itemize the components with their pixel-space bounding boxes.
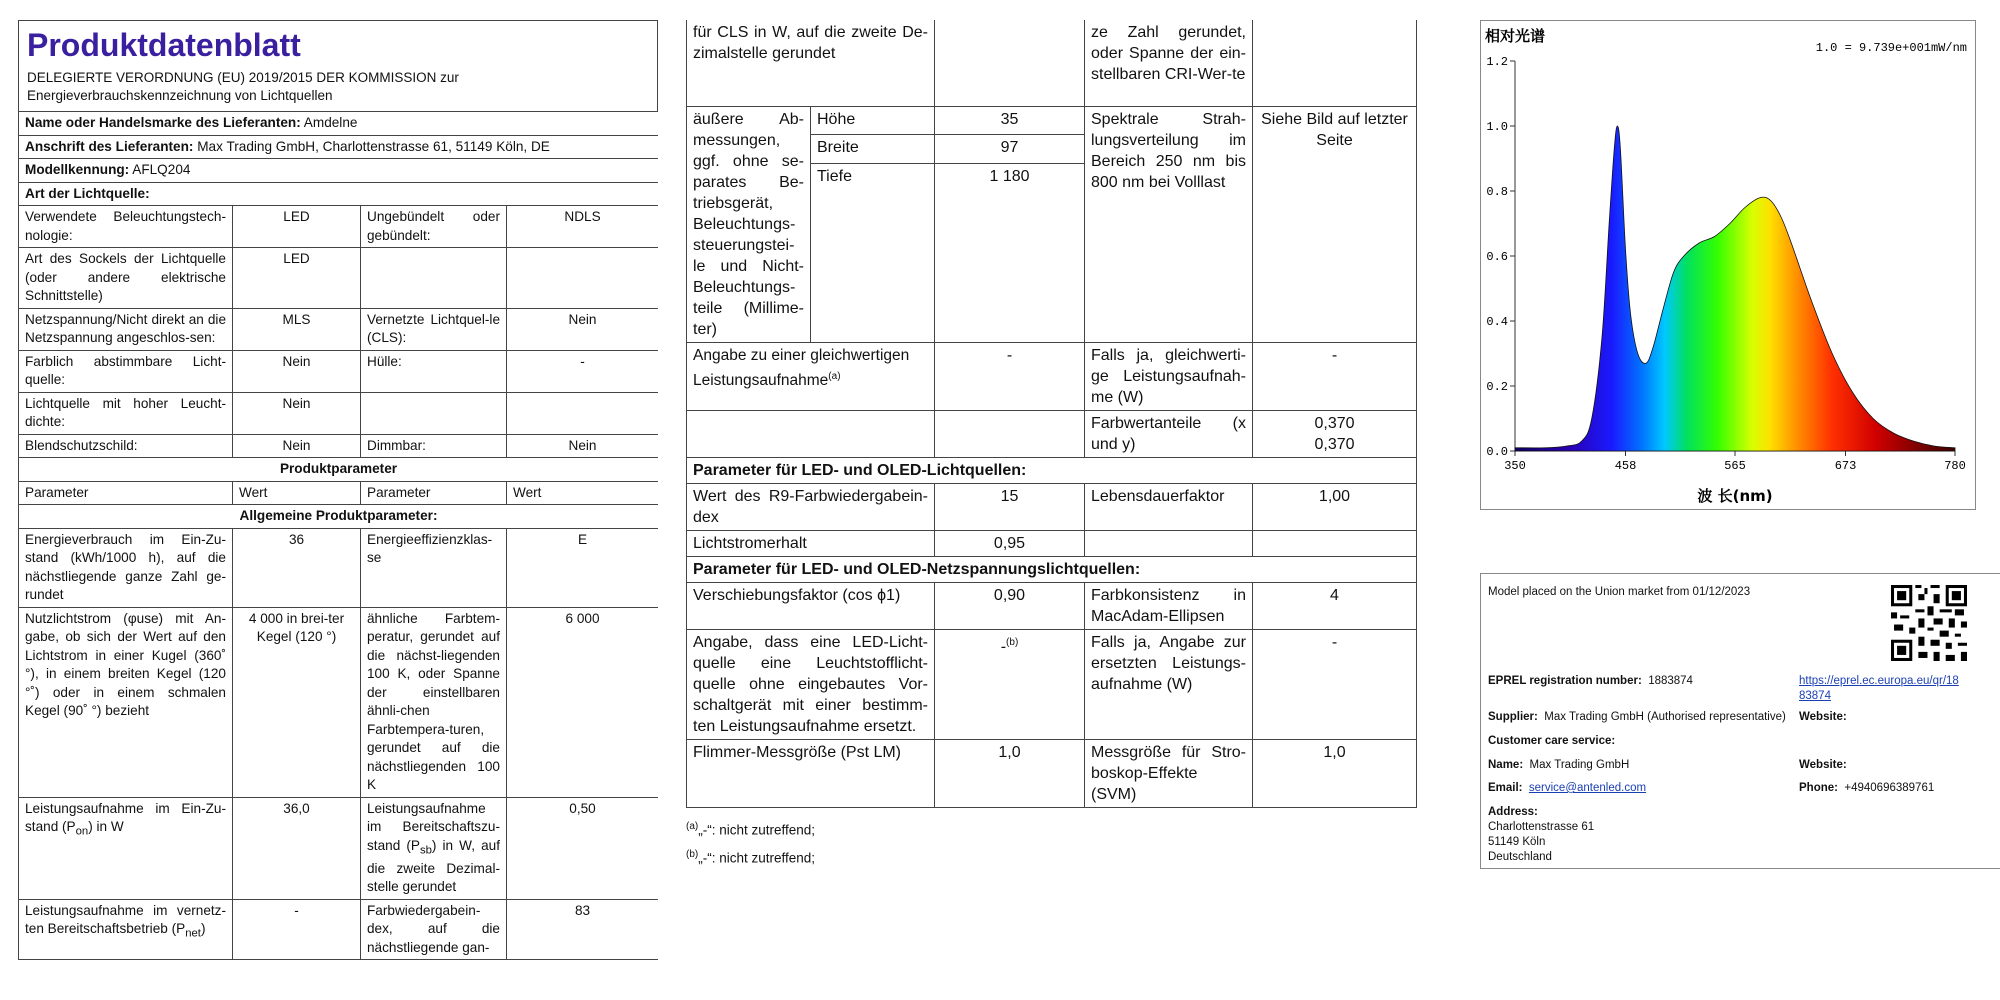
- table-row: [19, 308, 659, 350]
- param-value: 0,95: [935, 530, 1085, 556]
- dimension-name: Breite: [811, 135, 935, 164]
- param-label: Farblich abstimmbare Licht-quelle:: [19, 350, 233, 392]
- param-value: 36: [233, 528, 361, 607]
- section-header: [19, 458, 659, 482]
- table-row: [687, 410, 1417, 457]
- param-label: Messgröße für Stro-boskop-Effekte (SVM): [1085, 739, 1253, 807]
- row-label: Anschrift des Lieferanten:: [25, 138, 194, 154]
- y-tick-label: 0.2: [1486, 380, 1508, 394]
- param-label: Leistungsaufnahme im Ein-Zu-stand $(P_{on})$ in W: [19, 797, 233, 899]
- param-label: [361, 392, 507, 434]
- column-header-row: [19, 481, 659, 505]
- param-value: [507, 248, 659, 309]
- care-phone: Phone: +4940696389761: [1799, 782, 1935, 794]
- param-label: Falls ja, gleichwerti-ge Leistungsaufnah-me (W): [1085, 342, 1253, 410]
- spectrum-chart: [1480, 20, 1976, 510]
- param-value: 0,50: [507, 797, 659, 899]
- market-date: Model placed on the Union market from 01/12/2023: [1488, 586, 1751, 598]
- param-label: Ungebündelt oder gebündelt:: [361, 206, 507, 248]
- qr-code-icon[interactable]: [1891, 585, 1967, 661]
- param-value: 4: [1253, 582, 1417, 629]
- care-address: Address: Charlottenstrasse 61 51149 Köln Deutschland: [1488, 806, 1595, 863]
- param-label: Falls ja, Angabe zur ersetzten Leistungs-aufnahme (W): [1085, 629, 1253, 739]
- param-value: Nein: [507, 308, 659, 350]
- y-tick-label: 0.8: [1486, 185, 1508, 199]
- param-value: 83: [507, 899, 659, 960]
- table-row: [687, 106, 1417, 135]
- supplier-row: [19, 159, 659, 183]
- y-tick-label: 0.6: [1486, 250, 1508, 264]
- x-tick-label: 673: [1834, 459, 1857, 473]
- param-label: Leistungsaufnahme im Bereitschaftszu-stand $(P_{sb})$ in W, auf die zweite Dezimal-stelle gerundet: [361, 797, 507, 899]
- table-row: [687, 739, 1417, 807]
- dimension-name: Höhe: [811, 106, 935, 135]
- param-label: Flimmer-Messgröße (Pst LM): [687, 739, 935, 807]
- param-value: [507, 392, 659, 434]
- x-tick-label: 458: [1614, 459, 1637, 473]
- y-tick-label: 1.2: [1486, 55, 1508, 69]
- param-label: Verschiebungsfaktor (cos ϕ1): [687, 582, 935, 629]
- table-row: [687, 342, 1417, 410]
- param-label: Vernetzte Lichtquel-le (CLS):: [361, 308, 507, 350]
- param-label: Lichtquelle mit hoher Leucht-dichte:: [19, 392, 233, 434]
- param-label: Dimmbar:: [361, 434, 507, 458]
- table-row: [19, 248, 659, 309]
- param-label: Blendschutzschild:: [19, 434, 233, 458]
- supplier-row: [19, 135, 659, 159]
- table-row: [19, 528, 659, 607]
- x-tick-label: 780: [1944, 459, 1966, 473]
- table-row: [19, 797, 659, 899]
- param-value: -: [507, 350, 659, 392]
- y-tick-label: 1.0: [1486, 120, 1508, 134]
- param-value: Nein: [233, 392, 361, 434]
- x-tick-label: 565: [1724, 459, 1746, 473]
- param-label: Farbkonsistenz in MacAdam-Ellipsen: [1085, 582, 1253, 629]
- supplier-line: Supplier: Max Trading GmbH (Authorised representative): [1488, 711, 1786, 723]
- param-value: LED: [233, 206, 361, 248]
- supplier-row: [19, 112, 659, 136]
- param-value: NDLS: [507, 206, 659, 248]
- param-value: -$^{(b)}$: [935, 629, 1085, 739]
- website-label: Website:: [1799, 711, 1847, 723]
- datasheet-middle-column: [686, 20, 1416, 871]
- parameter-table-continued: [686, 20, 1417, 808]
- regulation-text: DELEGIERTE VERORDNUNG (EU) 2019/2015 DER KOMMISSION zur Energieverbrauchskennzeichnung von Lichtquellen: [27, 70, 459, 103]
- column-header: Wert: [233, 481, 361, 505]
- table-row: [19, 607, 659, 797]
- param-value: MLS: [233, 308, 361, 350]
- section-header: [687, 457, 1417, 483]
- param-label: Verwendete Beleuchtungstech-nologie:: [19, 206, 233, 248]
- table-row: [687, 582, 1417, 629]
- column-header: Parameter: [19, 481, 233, 505]
- care-email: Email: service@antenled.com: [1488, 782, 1647, 794]
- param-label: Energieeffizienzklas-se: [361, 528, 507, 607]
- spectrum-svg: [1481, 21, 1975, 509]
- chart-title: 相对光谱: [1485, 27, 1546, 45]
- x-axis-label: 波 长(nm): [1697, 487, 1773, 505]
- footnote-a: $^{(a)}$„-“: nicht zutreffend;: [686, 820, 816, 837]
- param-label: Farbwiedergabein-dex, auf die nächstliegende gan-: [361, 899, 507, 960]
- dimensions-label: äußere Ab-messungen, ggf. ohne se-parates Be-triebsgerät, Beleuchtungs-steuerungstei-le und Nicht-Beleuchtungs-teile (Millime-ter): [687, 106, 811, 342]
- param-label: Angabe zu einer gleichwertigen Leistungsaufnahme$^{(a)}$: [687, 342, 935, 410]
- table-row: [687, 20, 1417, 106]
- eprel-registration: EPREL registration number: 1883874: [1488, 675, 1693, 687]
- product-table: [18, 111, 658, 960]
- table-row: [19, 350, 659, 392]
- dimension-value: 35: [935, 106, 1085, 135]
- spectrum-curve: [1515, 126, 1955, 451]
- section-title: Allgemeine Produktparameter:: [19, 505, 659, 529]
- model-id: AFLQ204: [132, 162, 191, 177]
- param-value: LED: [233, 248, 361, 309]
- table-row: [687, 483, 1417, 530]
- table-row: [19, 434, 659, 458]
- section-title: Parameter für LED- und OLED-Netzspannungslichtquellen:: [687, 556, 1417, 582]
- param-value: 15: [935, 483, 1085, 530]
- y-tick-label: 0.0: [1486, 445, 1508, 459]
- param-value: E: [507, 528, 659, 607]
- param-value: 4 000 in brei-ter Kegel (120 °): [233, 607, 361, 797]
- param-label: Hülle:: [361, 350, 507, 392]
- page-title: Produktdatenblatt: [27, 27, 301, 63]
- dimension-name: Tiefe: [811, 164, 935, 192]
- param-value: 1,00: [1253, 483, 1417, 530]
- supplier-address: Max Trading GmbH, Charlottenstrasse 61, 51149 Köln, DE: [197, 138, 550, 154]
- param-value: 0,90: [935, 582, 1085, 629]
- param-label: Netzspannung/Nicht direkt an die Netzspannung angeschlos-sen:: [19, 308, 233, 350]
- datasheet-header: [18, 20, 658, 111]
- eprel-info-card: [1480, 573, 2000, 869]
- section-header: [687, 556, 1417, 582]
- supplier-row: [19, 182, 659, 206]
- param-label: ze Zahl gerundet, oder Spanne der ein-stellbaren CRI-Wer-te: [1085, 20, 1253, 106]
- param-label: Leistungsaufnahme im vernetz-ten Bereitschaftsbetrieb $(P_{net})$: [19, 899, 233, 960]
- param-value: 36,0: [233, 797, 361, 899]
- section-title: Produktparameter: [19, 458, 659, 482]
- column-header: Parameter: [361, 481, 507, 505]
- param-label: Farbwertanteile (x und y): [1085, 410, 1253, 457]
- param-label: Angabe, dass eine LED-Licht-quelle eine Leuchtstofflicht-quelle ohne eingebautes Vor-schaltgerät mit einer bestimm-ten Leistungsaufnahme ersetzt.: [687, 629, 935, 739]
- param-value: 1,0: [935, 739, 1085, 807]
- param-value: -: [1253, 342, 1417, 410]
- footnotes: [686, 814, 1416, 871]
- email-link[interactable]: service@antenled.com: [1528, 782, 1647, 794]
- column-header: Wert: [507, 481, 659, 505]
- section-title: Parameter für LED- und OLED-Lichtquellen:: [687, 457, 1417, 483]
- param-value: 6 000: [507, 607, 659, 797]
- datasheet-left-column: [18, 20, 658, 1000]
- param-value: -: [935, 342, 1085, 410]
- customer-care-label: Customer care service:: [1488, 735, 1616, 747]
- table-row: [19, 206, 659, 248]
- param-value: -: [233, 899, 361, 960]
- param-value: Nein: [233, 350, 361, 392]
- param-label: Nutzlichtstrom (φuse) mit An-gabe, ob sich der Wert auf den Lichtstrom in einer Kugel (360˚ °), in einem breiten Kegel (120 °˚) oder in einem schmalen Kegel (90˚ °) bezieht: [19, 607, 233, 797]
- row-label: Modellkennung:: [25, 162, 130, 177]
- table-row: [687, 530, 1417, 556]
- chart-annotation: 1.0 = 9.739e+001mW/nm: [1815, 41, 1967, 55]
- row-label: Art der Lichtquelle:: [25, 185, 150, 201]
- param-label: für CLS in W, auf die zweite De-zimalstelle gerundet: [687, 20, 935, 106]
- param-label: Energieverbrauch im Ein-Zu-stand (kWh/1000 h), auf die nächstliegende ganze Zahl ge-rundet: [19, 528, 233, 607]
- eprel-link[interactable]: https://eprel.ec.europa.eu/qr/18 83874: [1799, 675, 1959, 702]
- param-value: Nein: [233, 434, 361, 458]
- table-row: [687, 629, 1417, 739]
- supplier-name: Amdelne: [303, 115, 358, 130]
- param-value: 0,370 0,370: [1253, 410, 1417, 457]
- param-label: Wert des R9-Farbwiedergabein-dex: [687, 483, 935, 530]
- param-label: Art des Sockels der Lichtquelle (oder andere elektrische Schnittstelle): [19, 248, 233, 309]
- param-value: 1,0: [1253, 739, 1417, 807]
- y-tick-label: 0.4: [1486, 315, 1508, 329]
- section-header: [19, 505, 659, 529]
- param-value: Nein: [507, 434, 659, 458]
- param-label: [361, 248, 507, 309]
- dimension-value: 97: [935, 135, 1085, 164]
- dimension-value: 1 180: [935, 164, 1085, 192]
- table-row: [19, 392, 659, 434]
- param-label: Lichtstromerhalt: [687, 530, 935, 556]
- footnote-b: $^{(b)}$„-“: nicht zutreffend;: [686, 849, 816, 866]
- param-value: -: [1253, 629, 1417, 739]
- row-label: Name oder Handelsmarke des Lieferanten:: [25, 115, 301, 130]
- table-row: [19, 899, 659, 960]
- param-label: Spektrale Strah-lungsverteilung im Bereich 250 nm bis 800 nm bei Volllast: [1085, 106, 1253, 342]
- care-name: Name: Max Trading GmbH: [1488, 759, 1630, 771]
- website-label: Website:: [1799, 759, 1847, 771]
- x-tick-label: 350: [1504, 459, 1526, 473]
- param-value: Siehe Bild auf letzter Seite: [1253, 106, 1417, 342]
- param-label: Lebensdauerfaktor: [1085, 483, 1253, 530]
- param-label: ähnliche Farbtem-peratur, gerundet auf die nächst-liegenden 100 K, oder Spanne der einstellbaren ähnli-chen Farbtempera-turen, gerundet auf die nächstliegenden 100 K: [361, 607, 507, 797]
